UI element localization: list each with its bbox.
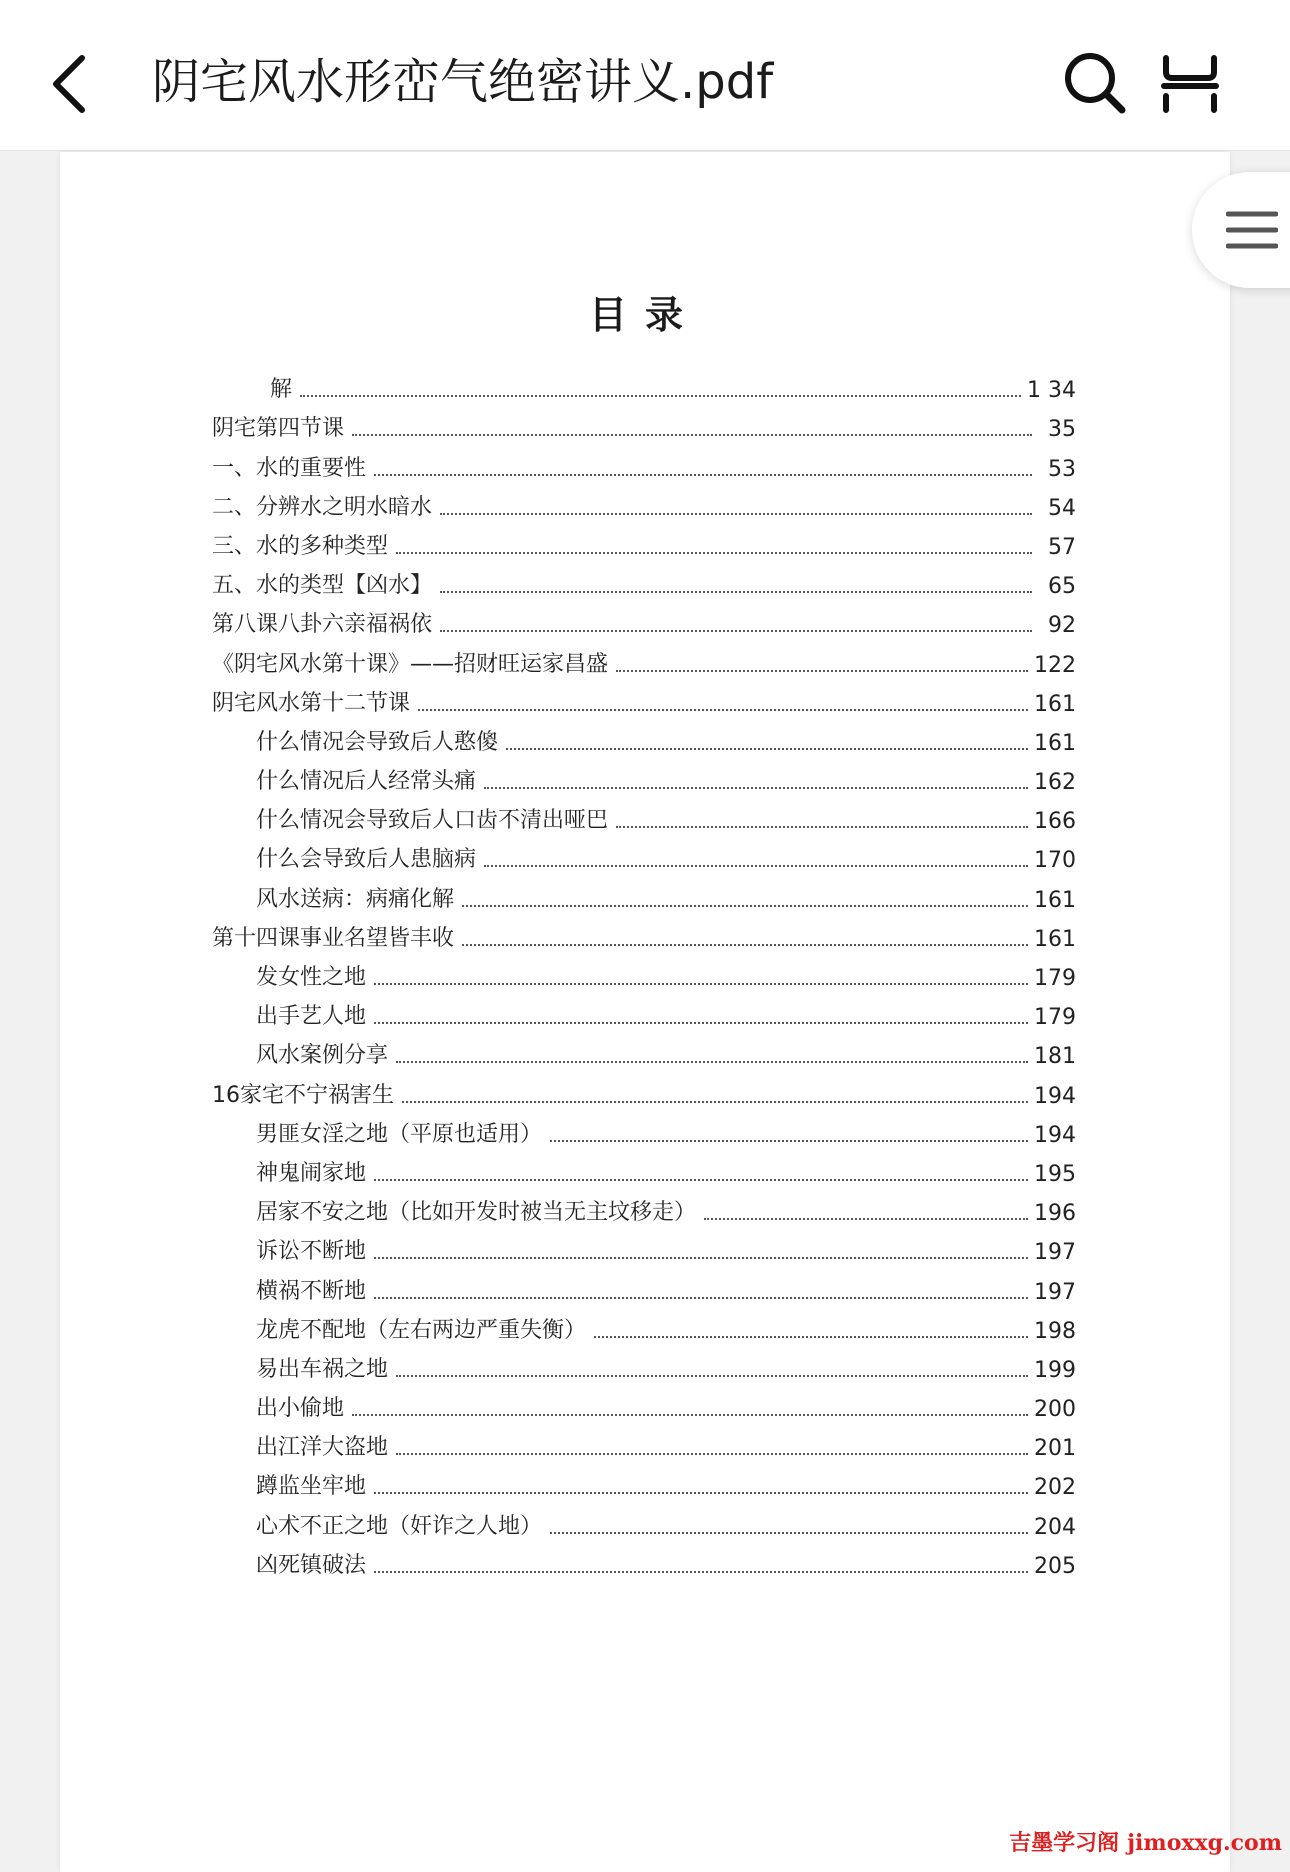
toc-entry[interactable] <box>212 370 1076 409</box>
toc-entry-page: 57 <box>1048 534 1076 560</box>
toc-leader-dots <box>418 709 1028 711</box>
toc-entry-label: 五、水的类型【凶水】 <box>212 573 433 599</box>
watermark <box>1009 1826 1282 1857</box>
toc-leader-dots <box>550 1532 1028 1534</box>
toc-entry[interactable] <box>212 448 1076 487</box>
toc-entry[interactable] <box>212 1467 1076 1506</box>
toc-entry-label: 发女性之地 <box>256 965 367 990</box>
toc-entry-label: 什么情况后人经常头痛 <box>256 769 477 795</box>
toc-entry-page: 65 <box>1048 574 1076 600</box>
toc-heading: 目录 <box>588 293 701 337</box>
toc-entry-page: 162 <box>1034 770 1076 796</box>
toc-leader-dots <box>402 1101 1028 1103</box>
toc-entry[interactable] <box>212 566 1076 605</box>
toc-entry-label: 解 <box>270 377 293 403</box>
toc-leader-dots <box>462 944 1028 946</box>
back-button[interactable] <box>46 52 96 116</box>
toc-leader-dots <box>374 1179 1028 1181</box>
toc-entry[interactable] <box>212 1036 1076 1075</box>
toc-entry-page: 179 <box>1034 1005 1076 1031</box>
toc-entry-page: 199 <box>1034 1357 1076 1383</box>
document-title: 阴宅风水形峦气绝密讲义.pdf <box>152 54 774 110</box>
toc-entry[interactable] <box>212 840 1076 879</box>
toc-entry-page: 194 <box>1034 1083 1076 1109</box>
toc-entry-label: 阴宅风水第十二节课 <box>212 690 411 716</box>
toc-entry-page: 35 <box>1048 417 1076 443</box>
top-app-bar <box>0 0 1290 151</box>
toc-entry[interactable] <box>212 997 1076 1036</box>
toc-leader-dots <box>374 1297 1028 1299</box>
toc-entry-page: 166 <box>1034 809 1076 835</box>
toc-leader-dots <box>374 1571 1028 1573</box>
toc-entry-label: 蹲监坐牢地 <box>256 1474 367 1500</box>
toc-leader-dots <box>374 983 1028 985</box>
toc-leader-dots <box>484 865 1028 867</box>
toc-entry-label: 居家不安之地（比如开发时被当无主坟移走） <box>256 1200 697 1226</box>
toc-entry-page: 53 <box>1048 456 1076 482</box>
toc-entry-label: 出手艺人地 <box>256 1004 367 1030</box>
toc-entry-page: 122 <box>1034 652 1076 678</box>
toc-leader-dots <box>374 1257 1028 1259</box>
toc-entry[interactable] <box>212 644 1076 683</box>
toc-entry-page: 161 <box>1034 691 1076 717</box>
toc-entry[interactable] <box>212 879 1076 918</box>
toc-leader-dots <box>462 905 1028 907</box>
toc-leader-dots <box>506 748 1028 750</box>
toc-entry-label: 什么会导致后人患脑病 <box>256 847 477 873</box>
toc-leader-dots <box>396 1453 1028 1455</box>
toc-leader-dots <box>704 1218 1028 1220</box>
toc-entry-page: 202 <box>1034 1475 1076 1501</box>
toc-entry-label: 二、分辨水之明水暗水 <box>212 494 433 520</box>
toc-entry[interactable] <box>212 1350 1076 1389</box>
toc-entry-page: 194 <box>1034 1122 1076 1148</box>
toc-entry[interactable] <box>212 1232 1076 1271</box>
toc-leader-dots <box>300 395 1021 397</box>
toc-entry[interactable] <box>212 1428 1076 1467</box>
toc-leader-dots <box>396 1061 1028 1063</box>
toc-entry-label: 风水送病：病痛化解 <box>256 886 455 912</box>
toc-entry-page: 161 <box>1034 730 1076 756</box>
toc-leader-dots <box>374 474 1032 476</box>
toc-entry-label: 三、水的多种类型 <box>212 533 389 559</box>
scan-icon <box>1160 54 1220 114</box>
toc-leader-dots <box>616 670 1028 672</box>
toc-entry[interactable] <box>212 488 1076 527</box>
toc-entry[interactable] <box>212 1271 1076 1310</box>
toc-entry[interactable] <box>212 919 1076 958</box>
toc-leader-dots <box>396 552 1032 554</box>
toc-entry[interactable] <box>212 1389 1076 1428</box>
toc-entry-label: 神鬼闹家地 <box>256 1160 367 1186</box>
toc-entry-label: 诉讼不断地 <box>256 1239 367 1265</box>
toc-leader-dots <box>352 1414 1028 1416</box>
toc-entry-page: 204 <box>1034 1514 1076 1540</box>
toc-entry-page: 197 <box>1034 1279 1076 1305</box>
toc-leader-dots <box>352 434 1032 436</box>
toc-leader-dots <box>440 630 1032 632</box>
toc-entry-page: 200 <box>1034 1397 1076 1423</box>
toc-entry-label: 什么情况会导致后人口齿不清出哑巴 <box>256 808 609 834</box>
toc-entry[interactable] <box>212 684 1076 723</box>
toc-entry-page: 198 <box>1034 1318 1076 1344</box>
toc-entry-label: 第八课八卦六亲福祸依 <box>212 612 433 638</box>
toc-entry-page: 205 <box>1034 1553 1076 1579</box>
toc-entry[interactable] <box>212 762 1076 801</box>
toc-entry-label: 一、水的重要性 <box>212 455 367 481</box>
toc-entry[interactable] <box>212 1311 1076 1350</box>
toc-entry[interactable] <box>212 605 1076 644</box>
toc-entry-label: 第十四课事业名望皆丰收 <box>212 925 455 951</box>
toc-entry[interactable] <box>212 1154 1076 1193</box>
toc-entry-label: 易出车祸之地 <box>256 1356 389 1382</box>
toc-entry-page: 197 <box>1034 1240 1076 1266</box>
toc-leader-dots <box>374 1022 1028 1024</box>
toc-entry-label: 阴宅第四节课 <box>212 416 345 442</box>
watermark-cn: 吉墨学习阁 <box>1009 1831 1120 1856</box>
chevron-left-icon <box>46 52 96 116</box>
toc-entry-page: 179 <box>1034 966 1076 991</box>
toc-entry-page: 196 <box>1034 1201 1076 1227</box>
toc-entry-label: 龙虎不配地（左右两边严重失衡） <box>256 1317 587 1343</box>
toc-entry[interactable] <box>212 527 1076 566</box>
toc-entry[interactable] <box>212 409 1076 448</box>
toc-entry-label: 出小偷地 <box>256 1396 345 1422</box>
toc-entry-label: 横祸不断地 <box>256 1278 367 1304</box>
toc-entry-page: 195 <box>1034 1161 1076 1187</box>
toc-entry[interactable] <box>212 801 1076 840</box>
hamburger-menu-icon <box>1226 210 1278 250</box>
toc-leader-dots <box>594 1336 1028 1338</box>
toc-entry-page: 181 <box>1034 1044 1076 1070</box>
toc-entry-page: 1 34 <box>1027 378 1076 404</box>
scan-button[interactable] <box>1160 54 1220 114</box>
toc-leader-dots <box>484 787 1028 789</box>
toc-entry[interactable] <box>212 1075 1076 1114</box>
toc-entry-label: 《阴宅风水第十课》——招财旺运家昌盛 <box>212 651 609 677</box>
toc-entry[interactable] <box>212 723 1076 762</box>
toc-entry[interactable] <box>212 1115 1076 1154</box>
toc-entry-label: 凶死镇破法 <box>256 1552 367 1578</box>
toc-entry-page: 170 <box>1034 848 1076 874</box>
toc-entry-label: 什么情况会导致后人憨傻 <box>256 729 499 755</box>
search-button[interactable] <box>1062 50 1128 116</box>
toc-leader-dots <box>374 1492 1028 1494</box>
toc-entry[interactable] <box>212 958 1076 997</box>
watermark-en: jimoxxg.com <box>1127 1830 1282 1856</box>
toc-leader-dots <box>396 1375 1028 1377</box>
search-icon <box>1062 50 1128 116</box>
toc-leader-dots <box>440 591 1032 593</box>
toc-leader-dots <box>616 826 1028 828</box>
toc-entry-label: 16家宅不宁祸害生 <box>212 1082 394 1108</box>
toc-entry-page: 161 <box>1034 887 1076 913</box>
toc-entry[interactable] <box>212 1193 1076 1232</box>
toc-entry-page: 161 <box>1034 926 1076 952</box>
toc-entry-label: 男匪女淫之地（平原也适用） <box>256 1121 543 1147</box>
toc-entry-page: 201 <box>1034 1436 1076 1462</box>
toc-leader-dots <box>550 1140 1028 1142</box>
table-of-contents <box>212 370 1076 1585</box>
toc-entry-page: 92 <box>1048 613 1076 639</box>
toc-entry-page: 54 <box>1048 495 1076 521</box>
toc-entry-label: 出江洋大盗地 <box>256 1435 389 1461</box>
toc-entry-label: 风水案例分享 <box>256 1043 389 1069</box>
toc-leader-dots <box>440 513 1032 515</box>
toc-entry-label: 心术不正之地（奸诈之人地） <box>256 1513 543 1539</box>
toc-entry[interactable] <box>212 1546 1076 1585</box>
toc-entry[interactable] <box>212 1506 1076 1545</box>
